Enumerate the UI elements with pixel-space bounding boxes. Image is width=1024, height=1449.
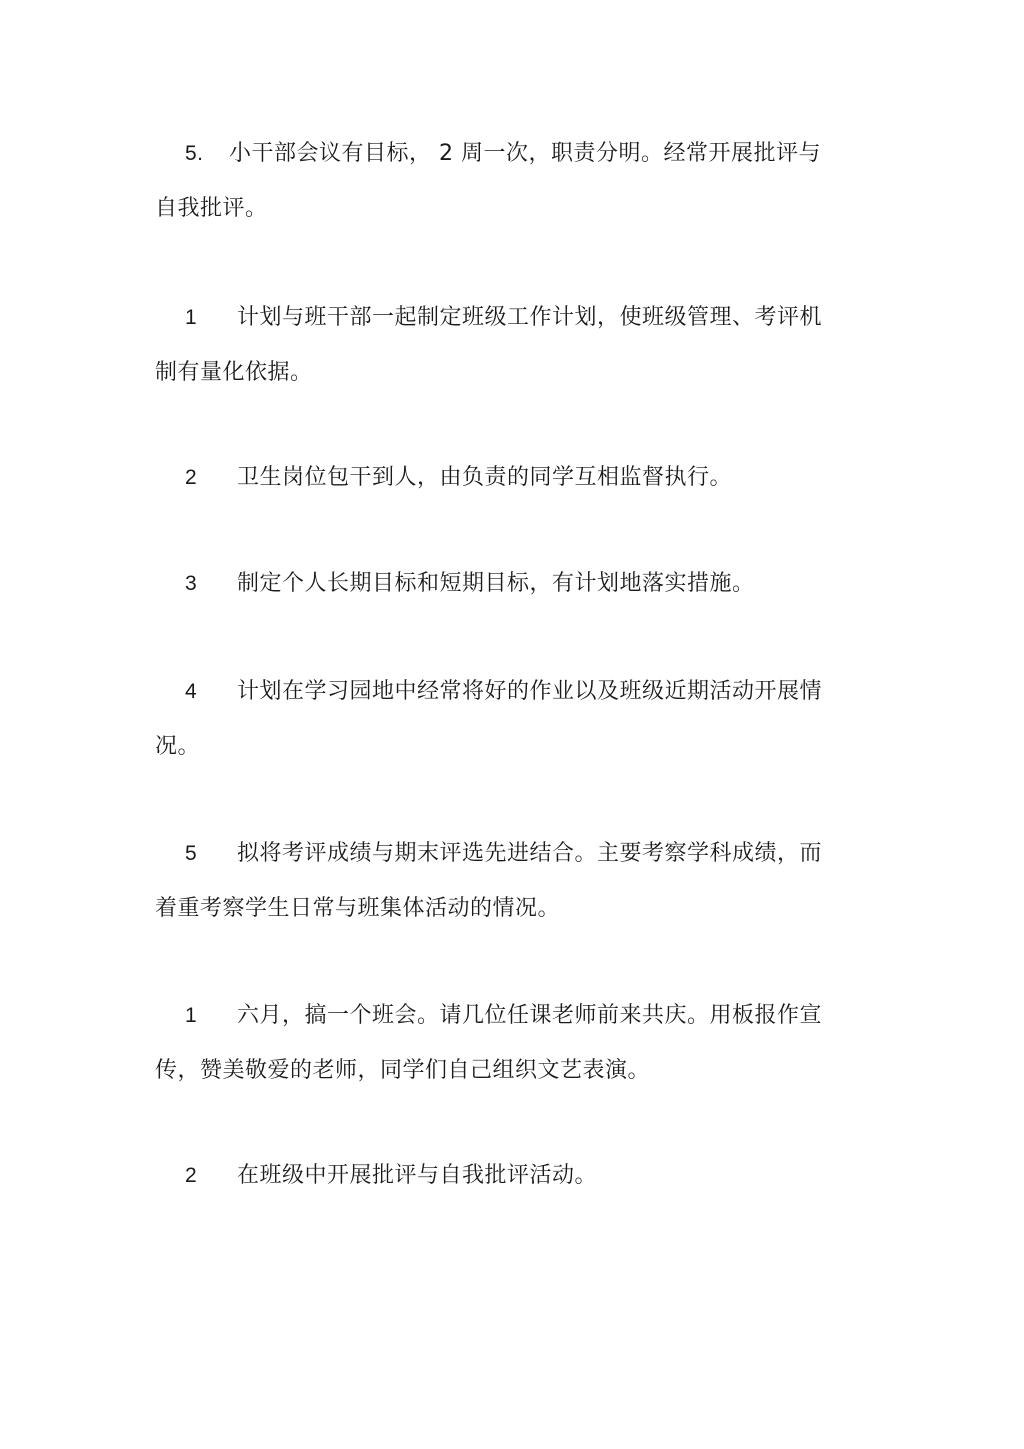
item-number: 4: [185, 680, 198, 703]
paragraph-item: [155, 826, 855, 936]
paragraph-first-line: [155, 826, 855, 881]
item-text: 计划在学习园地中经常将好的作业以及班级近期活动开展情: [237, 679, 823, 704]
item-text: 小干部会议有目标， 2 周一次，职责分明。经常开展批评与: [229, 141, 821, 166]
item-number: 5: [185, 842, 198, 865]
item-text: 计划与班干部一起制定班级工作计划，使班级管理、考评机: [237, 305, 823, 330]
item-text: 六月，搞一个班会。请几位任课老师前来共庆。用板报作宣: [237, 1003, 823, 1028]
item-text: 卫生岗位包干到人，由负责的同学互相监督执行。: [237, 465, 733, 490]
paragraph-item: [155, 988, 855, 1098]
item-text-continuation: 况。: [155, 734, 201, 759]
item-number: 1: [185, 1004, 198, 1027]
paragraph-first-line: [155, 126, 855, 181]
paragraph-item: [155, 1148, 855, 1203]
item-text-continuation: 制有量化依据。: [155, 360, 313, 385]
item-text: 在班级中开展批评与自我批评活动。: [237, 1163, 598, 1188]
item-number: 5.: [185, 142, 204, 165]
item-text: 拟将考评成绩与期末评选先进结合。主要考察学科成绩，而: [237, 841, 823, 866]
paragraph-first-line: [155, 450, 855, 505]
paragraph-item: [155, 556, 855, 611]
paragraph-item: [155, 664, 855, 774]
paragraph-first-line: [155, 988, 855, 1043]
paragraph-item: [155, 126, 855, 236]
item-number: 3: [185, 572, 198, 595]
paragraph-item: [155, 450, 855, 505]
item-number: 2: [185, 1164, 198, 1187]
item-text-continuation: 传，赞美敬爱的老师，同学们自己组织文艺表演。: [155, 1058, 651, 1083]
item-text-continuation: 自我批评。: [155, 196, 268, 221]
item-text-continuation: 着重考察学生日常与班集体活动的情况。: [155, 896, 561, 921]
paragraph-first-line: [155, 1148, 855, 1203]
paragraph-item: [155, 290, 855, 400]
paragraph-first-line: [155, 664, 855, 719]
paragraph-first-line: [155, 290, 855, 345]
item-number: 2: [185, 466, 198, 489]
paragraph-first-line: [155, 556, 855, 611]
item-number: 1: [185, 306, 198, 329]
item-text: 制定个人长期目标和短期目标，有计划地落实措施。: [237, 571, 755, 596]
